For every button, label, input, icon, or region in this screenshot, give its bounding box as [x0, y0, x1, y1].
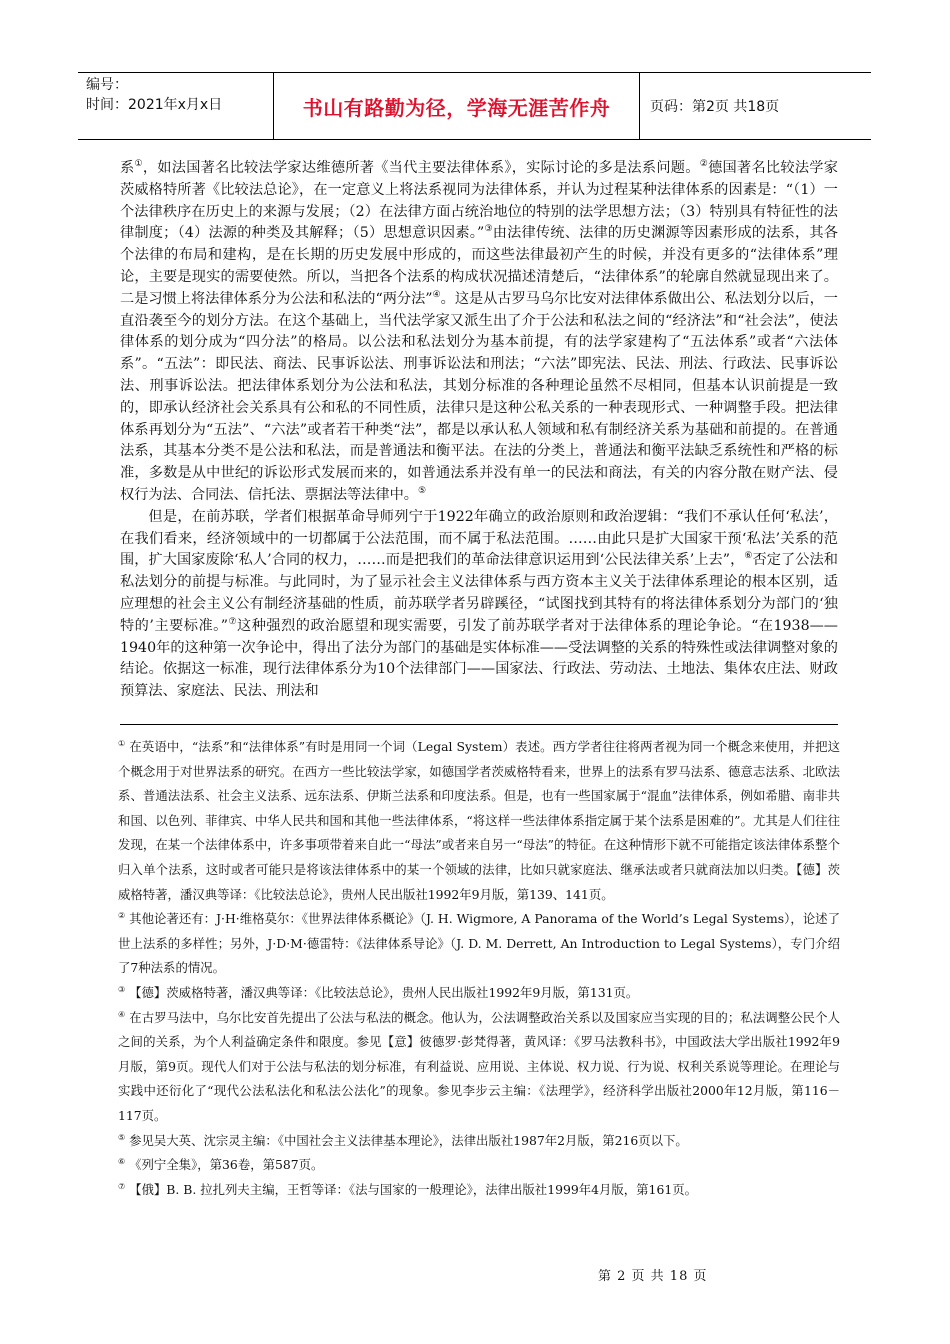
footnote-text: 【俄】B. B. 拉扎列夫主编，王哲等译：《法与国家的一般理论》，法律出版社1999年4月版，第161页。: [129, 1181, 697, 1197]
header-page-number: 页码：第2页 共18页: [650, 99, 780, 115]
footnote-text: 《列宁全集》，第36卷，第587页。: [129, 1157, 324, 1173]
page-header: [78, 72, 871, 140]
footnote-ref-3[interactable]: ③: [484, 224, 493, 235]
footnote-mark: ④: [118, 1009, 126, 1019]
footnote-ref-1[interactable]: ①: [134, 159, 143, 169]
footnote-4: [118, 1006, 840, 1129]
footnote-ref-7[interactable]: ⑦: [227, 616, 238, 627]
footnote-ref-4[interactable]: ④: [432, 289, 441, 300]
footnotes: [118, 735, 840, 1202]
main-body: [120, 158, 838, 703]
footnote-mark: ⑤: [118, 1132, 126, 1142]
text-run: 否定了公法和私法划分的前提与标准。与此同时，为了显示社会主义法律体系与西方资本主义关于法律体系理论的根本区别，适应理想的社会主义公有制经济基础的性质，前苏联学者另辟蹊径，“试图找到其特有的将法律体系划分为部门的‘独特的’主要标准。”: [120, 552, 838, 634]
text-run: ，如法国著名比较法学家达维德所著《当代主要法律体系》，实际讨论的多是法系问题。: [142, 160, 700, 176]
text-run: 由法律传统、法律的历史渊源等因素形成的法系，其各个法律的布局和建构，是在长期的历史发展中形成的，而这些法律最初产生的时候，并没有更多的“法律体系”理论，主要是现实的需要使然。所以，当把各个法系的构成状况描述清楚后，“法律体系”的轮廓自然就显现出来了。二是习惯上将法律体系分为公法和私法的“两分法”: [120, 225, 838, 307]
footnote-ref-2[interactable]: ②: [699, 159, 709, 169]
footnote-2: [118, 907, 840, 981]
footnote-text: 【德】茨威格特著，潘汉典等译：《比较法总论》，贵州人民出版社1992年9月版，第131页。: [129, 984, 639, 1000]
footnote-7: [118, 1178, 840, 1203]
footnote-separator: [120, 724, 838, 725]
footnote-text: 在英语中，“法系”和“法律体系”有时是用同一个词（Legal System）表述。西方学者往往将两者视为同一个概念来使用，并把这个概念用于对世界法系的研究。在西方一些比较法学家，如德国学者茨威格特看来，世界上的法系有罗马法系、德意志法系、北欧法系、普通法法系、社会主义法系、远东法系、伊斯兰法系和印度法系。但是，也有一些国家属于“混血”法律体系，例如希腊、南非共和国、以色列、菲律宾、中华人民共和国和其他一些法律体系，“将这样一些法律体系指定属于某个法系是困难的”。尤其是人们往往发现，在某一个法律体系中，许多事项带着来自此一“母法”或者来自另一“母法”的特征。在这种情形下就不可能指定该法律体系整个归入单个法系，这时或者可能只是将该法律体系中的某一个领域的法律，比如只就家庭法、继承法或者只就商法加以归类。【德】茨威格特著，潘汉典等译：《比较法总论》，贵州人民出版社1992年9月版，第139、141页。: [118, 739, 841, 902]
header-meta: [78, 73, 274, 139]
document-number-label: 编号：: [86, 77, 128, 93]
footnote-1: [118, 735, 840, 907]
footnote-text: 参见吴大英、沈宗灵主编：《中国社会主义法律基本理论》，法律出版社1987年2月版，第216页以下。: [129, 1132, 688, 1148]
document-time-label: 时间：2021年x月x日: [86, 97, 223, 113]
page-footer-number: 第 2 页 共 18 页: [598, 1269, 708, 1284]
footnote-mark: ③: [118, 984, 126, 994]
footnote-text: 其他论著还有：J·H·维格莫尔：《世界法律体系概论》（J. H. Wigmore, A Panorama of the World’s Legal Systems），论述了世上法系的多样性；另外，J·D·M·德雷特：《法律体系导论》（J. D. M. Derrett, An Introduction to Legal Systems），专门介绍了7种法系的情况。: [118, 911, 840, 976]
footnote-5: [118, 1129, 840, 1154]
body-paragraph-2: [120, 507, 838, 703]
footnote-text: 在古罗马法中，乌尔比安首先提出了公法与私法的概念。他认为，公法调整政治关系以及国家应当实现的目的；私法调整公民个人之间的关系，为个人利益确定条件和限度。参见【意】彼德罗·彭梵得著，黄风译：《罗马法教科书》，中国政法大学出版社1992年9月版，第9页。现代人们对于公法与私法的划分标准，有利益说、应用说、主体说、权力说、行为说、权利关系说等理论。在理论与实践中还衍化了“现代公法私法化和私法公法化”的现象。参见李步云主编：《法理学》，经济科学出版社2000年12月版，第116－117页。: [118, 1009, 841, 1123]
footnote-mark: ②: [118, 911, 126, 921]
footnote-3: [118, 981, 840, 1006]
text-run: 这种强烈的政治愿望和现实需要，引发了前苏联学者对于法律体系的理论争论。“在1938——1940年的这种第一次争论中，得出了法分为部门的基础是实体标准——受法调整的关系的特殊性或法律调整对象的结论。依据这一标准，现行法律体系分为10个法律部门——国家法、行政法、劳动法、土地法、集体农庄法、财政预算法、家庭法、民法、刑法和: [120, 617, 838, 700]
footnote-ref-5[interactable]: ⑤: [417, 485, 427, 496]
text-run: 。这是从古罗马乌尔比安对法律体系做出公、私法划分以后，一直沿袭至今的划分方法。在这个基础上，当代法学家又派生出了介于公法和私法之间的“经济法”和“社会法”，使法律体系的划分成为“四分法”的格局。以公法和私法划分为基本前提，有的法学家建构了“五法体系”或者“六法体系”。“五法”：即民法、商法、民事诉讼法、刑事诉讼法和刑法；“六法”即宪法、民法、刑法、行政法、民事诉讼法、刑事诉讼法。把法律体系划分为公法和私法，其划分标准的各种理论虽然不尽相同，但基本认识前提是一致的，即承认经济社会关系具有公和私的不同性质，法律只是这种公私关系的一种表现形式、一种调整手段。把法律体系再划分为“五法”、“六法”或者若干种类“法”，都是以承认私人领域和私有制经济关系为基础和前提的。在普通法系，其基本分类不是公法和私法，而是普通法和衡平法。在法的分类上，普通法和衡平法缺乏系统性和严格的标准，多数是从中世纪的诉讼形式发展而来的，如普通法系并没有单一的民法和商法，有关的内容分散在财产法、侵权行为法、合同法、信托法、票据法等法律中。: [120, 290, 838, 503]
body-paragraph-1: [120, 158, 838, 507]
footnote-ref-6[interactable]: ⑥: [744, 551, 753, 562]
text-run: 系: [120, 160, 135, 176]
footnote-mark: ①: [118, 739, 126, 748]
header-motto: 书山有路勤为径，学海无涯苦作舟: [274, 73, 640, 139]
text-run: 但是，在前苏联，学者们根据革命导师列宁于1922年确立的政治原则和政治逻辑：“我们不承认任何‘私法’，在我们看来，经济领域中的一切都属于公法范围，而不属于私法范围。……由此只是扩大国家干预‘私法’关系的范围，扩大国家废除‘私人’合同的权力，……而是把我们的革命法律意识运用到‘公民法律关系’上去”，: [120, 508, 838, 569]
footnote-mark: ⑥: [118, 1157, 126, 1167]
footnote-6: [118, 1153, 840, 1178]
footnote-mark: ⑦: [118, 1181, 126, 1191]
text-run: 德国著名比较法学家茨威格特所著《比较法总论》，在一定意义上将法系视同为法律体系，并认为过程某种法律体系的因素是：“（1）一个法律秩序在历史上的来源与发展；（2）在法律方面占统治地位的特别的法学思想方法；（3）特别具有特征性的法律制度；（4）法源的种类及其解释；（5）思想意识因素。”: [120, 160, 838, 242]
